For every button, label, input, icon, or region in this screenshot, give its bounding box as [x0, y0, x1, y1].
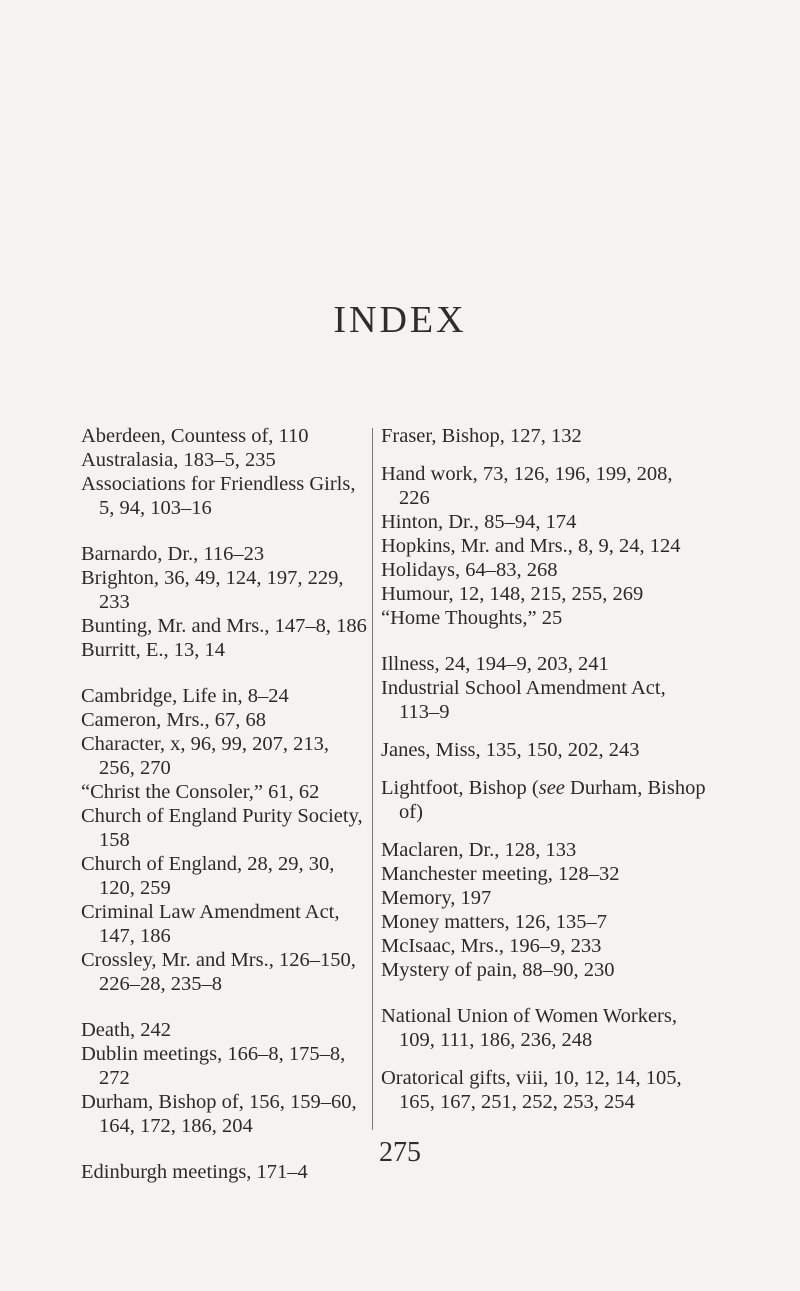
index-entry: National Union of Women Workers, 109, 111, 186, 236, 248 — [381, 1005, 677, 1051]
index-entry: Money matters, 126, 135–7 — [381, 911, 608, 933]
index-entry: Hand work, 73, 126, 196, 199, 208, 226 — [381, 463, 673, 509]
index-entry: McIsaac, Mrs., 196–9, 233 — [381, 935, 602, 957]
index-entry: Character, x, 96, 99, 207, 213, 256, 270 — [81, 733, 329, 779]
index-entry: Holidays, 64–83, 268 — [381, 559, 558, 581]
index-entry: Oratorical gifts, viii, 10, 12, 14, 105, 165, 167, 251, 252, 253, 254 — [381, 1067, 682, 1113]
index-entry: Mystery of pain, 88–90, 230 — [381, 959, 615, 981]
index-entry: Church of England Purity Society, 158 — [81, 805, 363, 851]
page-number: 275 — [379, 1137, 421, 1168]
index-entry: Australasia, 183–5, 235 — [81, 449, 276, 471]
page-title: INDEX — [333, 299, 467, 341]
index-entry: Bunting, Mr. and Mrs., 147–8, 186 — [81, 615, 367, 637]
index-entry: Associations for Friendless Girls, 5, 94, 103–16 — [81, 473, 356, 519]
index-entry: Edinburgh meetings, 171–4 — [81, 1161, 308, 1183]
index-entry-lightfoot — [381, 776, 707, 824]
column-divider — [372, 428, 373, 1130]
see-reference: see — [538, 777, 565, 799]
lightfoot-text-after: Durham, Bishop of) — [399, 777, 706, 823]
index-entry: Industrial School Amendment Act, 113–9 — [381, 677, 666, 723]
index-entry: Humour, 12, 148, 215, 255, 269 — [381, 583, 644, 605]
index-entry: “Christ the Consoler,” 61, 62 — [81, 781, 320, 803]
lightfoot-text: Lightfoot, Bishop ( — [381, 777, 539, 799]
index-entry: Hopkins, Mr. and Mrs., 8, 9, 24, 124 — [381, 535, 681, 557]
index-entry: Janes, Miss, 135, 150, 202, 243 — [381, 739, 640, 761]
index-entry: Maclaren, Dr., 128, 133 — [381, 839, 577, 861]
index-entry: Crossley, Mr. and Mrs., 126–150, 226–28, 235–8 — [81, 949, 356, 995]
index-entry: Dublin meetings, 166–8, 175–8, 272 — [81, 1043, 346, 1089]
index-entry: Barnardo, Dr., 116–23 — [81, 543, 265, 565]
index-column-left — [81, 424, 367, 1184]
index-entry: “Home Thoughts,” 25 — [381, 607, 563, 629]
index-entry: Manchester meeting, 128–32 — [381, 863, 620, 885]
index-entry: Memory, 197 — [381, 887, 492, 909]
index-entry: Cameron, Mrs., 67, 68 — [81, 709, 267, 731]
index-entry: Cambridge, Life in, 8–24 — [81, 685, 289, 707]
index-entry: Durham, Bishop of, 156, 159–60, 164, 172, 186, 204 — [81, 1091, 357, 1137]
index-entry: Fraser, Bishop, 127, 132 — [381, 425, 582, 447]
index-entry: Illness, 24, 194–9, 203, 241 — [381, 653, 609, 675]
index-entry: Hinton, Dr., 85–94, 174 — [381, 511, 577, 533]
index-entry: Brighton, 36, 49, 124, 197, 229, 233 — [81, 567, 344, 613]
index-entry: Burritt, E., 13, 14 — [81, 639, 226, 661]
index-column-right — [381, 424, 707, 1114]
index-entry: Death, 242 — [81, 1019, 171, 1041]
index-entry: Aberdeen, Countess of, 110 — [81, 425, 309, 447]
index-entry: Church of England, 28, 29, 30, 120, 259 — [81, 853, 335, 899]
index-entry: Criminal Law Amendment Act, 147, 186 — [81, 901, 340, 947]
